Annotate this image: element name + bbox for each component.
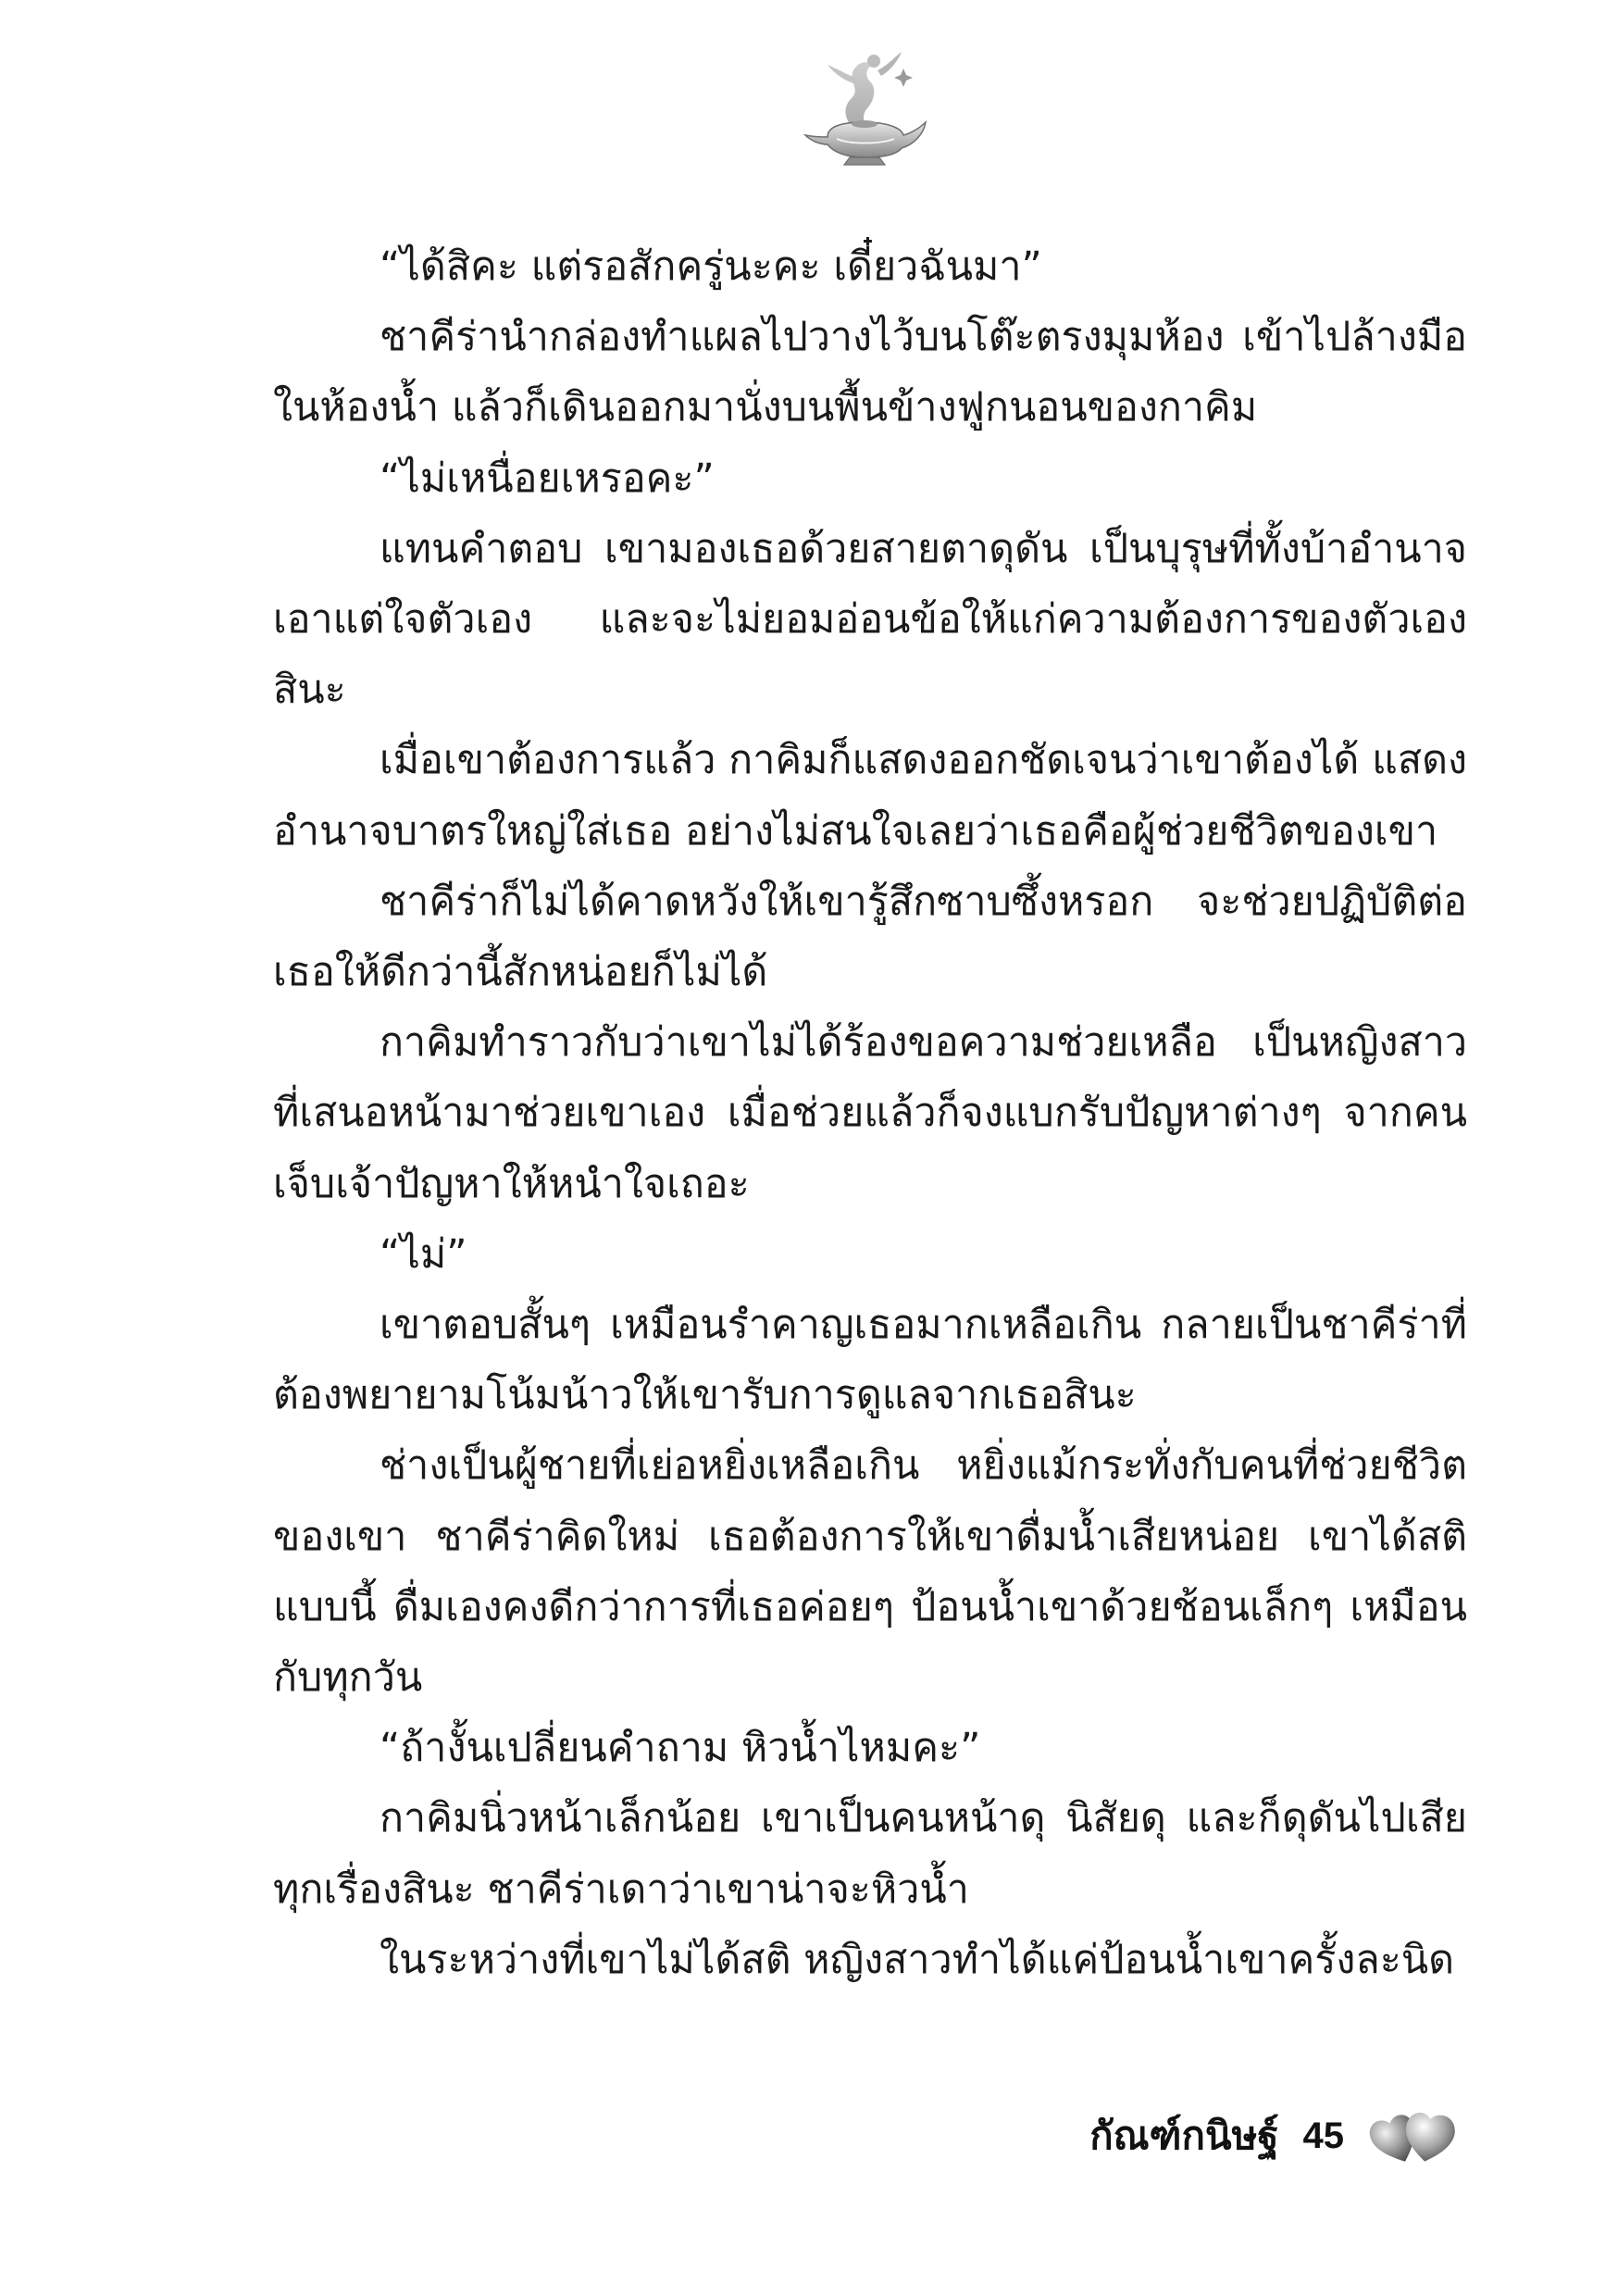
paragraph: “ไม่”	[380, 1230, 467, 1278]
paragraph: กาคิมทำราวกับว่าเขาไม่ได้ร้องขอความช่วยเหลือ เป็นหญิงสาวที่เสนอหน้ามาช่วยเขาเอง เมื่อช่วยแล้วก็จงแบกรับปัญหาต่างๆ จากคนเจ็บเจ้าปัญหาให้หนำใจเถอะ	[273, 1019, 1467, 1207]
paragraph: ในระหว่างที่เขาไม่ได้สติ หญิงสาวทำได้แค่ป้อนน้ำเขาครั้งละนิด	[380, 1936, 1455, 1983]
paragraph: ชาคีร่าก็ไม่ได้คาดหวังให้เขารู้สึกซาบซึ้งหรอก จะช่วยปฏิบัติต่อเธอให้ดีกว่านี้สักหน่อยก็ไม่ได้	[273, 878, 1467, 996]
paragraph: กาคิมนิ่วหน้าเล็กน้อย เขาเป็นคนหน้าดุ นิสัยดุ และก็ดุดันไปเสียทุกเรื่องสินะ ชาคีร่าเดาว่าเขาน่าจะหิวน้ำ	[273, 1795, 1467, 1913]
author-name: กัณฑ์กนิษฐ์	[1089, 2113, 1279, 2158]
page-number: 45	[1302, 2115, 1344, 2156]
paragraph: “ถ้างั้นเปลี่ยนคำถาม หิวน้ำไหมคะ”	[380, 1725, 981, 1772]
hearts-icon	[1368, 2103, 1461, 2169]
paragraph: ชาคีร่านำกล่องทำแผลไปวางไว้บนโต๊ะตรงมุมห้อง เข้าไปล้างมือในห้องน้ำ แล้วก็เดินออกมานั่งบนพื้นข้างฟูกนอนของกาคิม	[273, 314, 1467, 431]
paragraph: เมื่อเขาต้องการแล้ว กาคิมก็แสดงออกชัดเจนว่าเขาต้องได้ แสดงอำนาจบาตรใหญ่ใส่เธอ อย่างไม่สนใจเลยว่าเธอคือผู้ช่วยชีวิตของเขา	[273, 737, 1467, 855]
paragraph: แทนคำตอบ เขามองเธอด้วยสายตาดุดัน เป็นบุรุษที่ทั้งบ้าอำนาจเอาแต่ใจตัวเอง และจะไม่ยอมอ่อนข้อให้แก่ความต้องการของตัวเองสินะ	[273, 525, 1467, 714]
body-text	[273, 231, 1467, 1995]
paragraph: ช่างเป็นผู้ชายที่เย่อหยิ่งเหลือเกิน หยิ่งแม้กระทั่งกับคนที่ช่วยชีวิตของเขา ชาคีร่าคิดใหม่ เธอต้องการให้เขาดื่มน้ำเสียหน่อย เขาได้สติแบบนี้ ดื่มเองคงดีกว่าการที่เธอค่อยๆ ป้อนน้ำเขาด้วยช้อนเล็กๆ เหมือนกับทุกวัน	[273, 1442, 1467, 1702]
genie-lamp-icon	[800, 48, 929, 168]
page-footer	[1089, 2094, 1461, 2177]
paragraph: “ได้สิคะ แต่รอสักครู่นะคะ เดี๋ยวฉันมา”	[380, 243, 1042, 290]
paragraph: “ไม่เหนื่อยเหรอคะ”	[380, 455, 715, 502]
paragraph: เขาตอบสั้นๆ เหมือนรำคาญเธอมากเหลือเกิน กลายเป็นชาคีร่าที่ต้องพยายามโน้มน้าวให้เขารับการดูแลจากเธอสินะ	[273, 1302, 1467, 1419]
